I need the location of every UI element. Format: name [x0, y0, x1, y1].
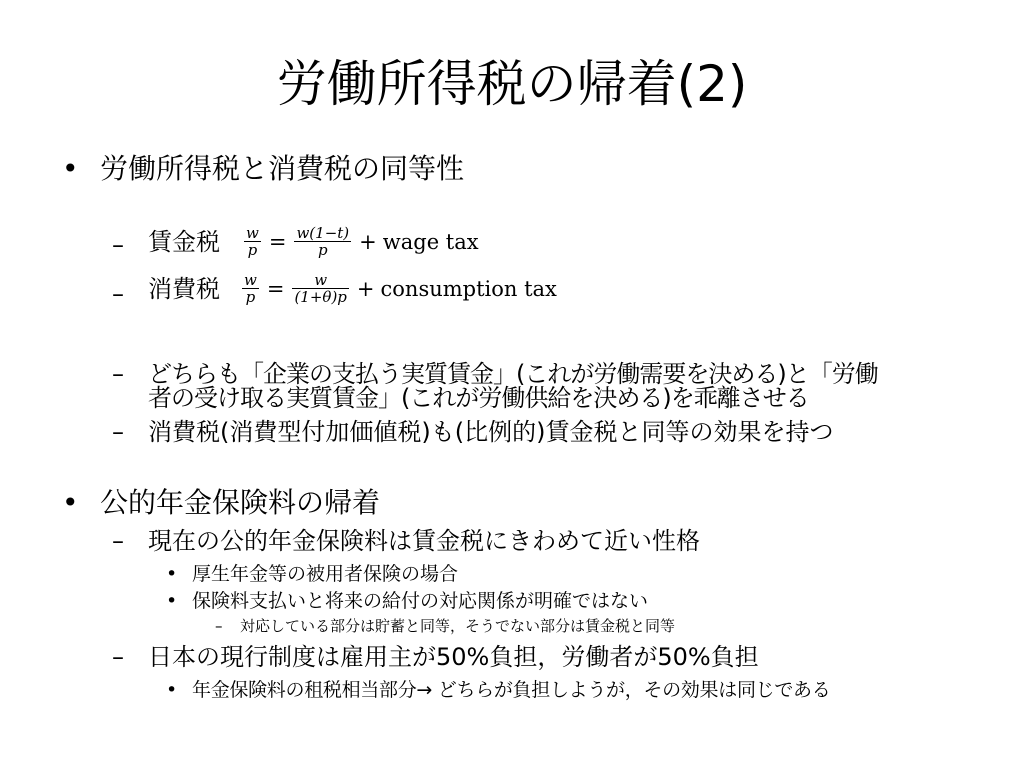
wage-lhs-fraction — [244, 225, 261, 258]
cons-eq: = — [266, 276, 285, 301]
section2-heading: 公的年金保険料の帰着 — [100, 486, 381, 519]
wage-tax-formula — [242, 225, 479, 258]
point1-line2: 者の受け取る実質賃金」(これが労働供給を決める)を乖離させる — [148, 384, 809, 412]
dash: – — [112, 360, 124, 388]
dash: – — [215, 617, 223, 635]
bullet: • — [62, 486, 79, 519]
section1-heading: 労働所得税と消費税の同等性 — [100, 152, 465, 185]
cons-rhs-num: w — [314, 271, 328, 289]
consumption-tax-row — [148, 272, 557, 305]
wage-rhs-fraction — [294, 225, 351, 258]
consumption-tax-formula — [240, 272, 557, 305]
cons-lhs-num: w — [244, 271, 257, 289]
point2: 消費税(消費型付加価値税)も(比例的)賃金税と同等の効果を持つ — [148, 418, 834, 446]
wage-rhs-num: w(1−t) — [296, 224, 350, 242]
wage-eq: = — [268, 229, 287, 254]
bullet: • — [62, 152, 79, 185]
cons-lhs-fraction — [242, 272, 259, 305]
section2-sub1: 現在の公的年金保険料は賃金税にきわめて近い性格 — [148, 527, 700, 555]
section2-sub1-b-i: 対応している部分は貯蓄と同等，そうでない部分は賃金税と同等 — [240, 617, 676, 635]
cons-rhs-fraction — [292, 272, 348, 305]
point1-line1: どちらも「企業の支払う実質賃金」(これが労働需要を決める)と「労働 — [148, 360, 878, 388]
wage-plus: + — [359, 229, 377, 254]
bullet: • — [166, 679, 178, 701]
wage-tax-row — [148, 225, 479, 258]
wage-rhs-den: p — [294, 241, 351, 258]
section2-sub2: 日本の現行制度は雇用主が50%負担，労働者が50%負担 — [148, 643, 759, 671]
wage-tax-text: wage tax — [382, 229, 479, 254]
slide-title: 労働所得税の帰着(2) — [276, 55, 748, 113]
wage-tax-label: 賃金税 — [148, 227, 220, 256]
dash: – — [112, 280, 124, 308]
bullet: • — [166, 563, 178, 585]
bullet: • — [166, 590, 178, 612]
wage-lhs-num: w — [246, 224, 259, 242]
section2-sub1-b: 保険料支払いと将来の給付の対応関係が明確ではない — [192, 590, 649, 612]
cons-lhs-den: p — [242, 288, 259, 305]
section2-sub1-a: 厚生年金等の被用者保険の場合 — [192, 563, 459, 585]
dash: – — [112, 643, 124, 671]
cons-plus: + — [356, 276, 375, 301]
consumption-tax-label: 消費税 — [148, 274, 220, 303]
dash: – — [112, 231, 124, 259]
cons-rhs-den: (1+θ)p — [294, 288, 347, 306]
dash: – — [112, 418, 124, 446]
wage-lhs-den: p — [244, 241, 261, 258]
dash: – — [112, 527, 124, 555]
consumption-tax-text: consumption tax — [380, 276, 557, 301]
section2-sub2-a: 年金保険料の租税相当部分→ どちらが負担しようが，その効果は同じである — [192, 679, 831, 701]
